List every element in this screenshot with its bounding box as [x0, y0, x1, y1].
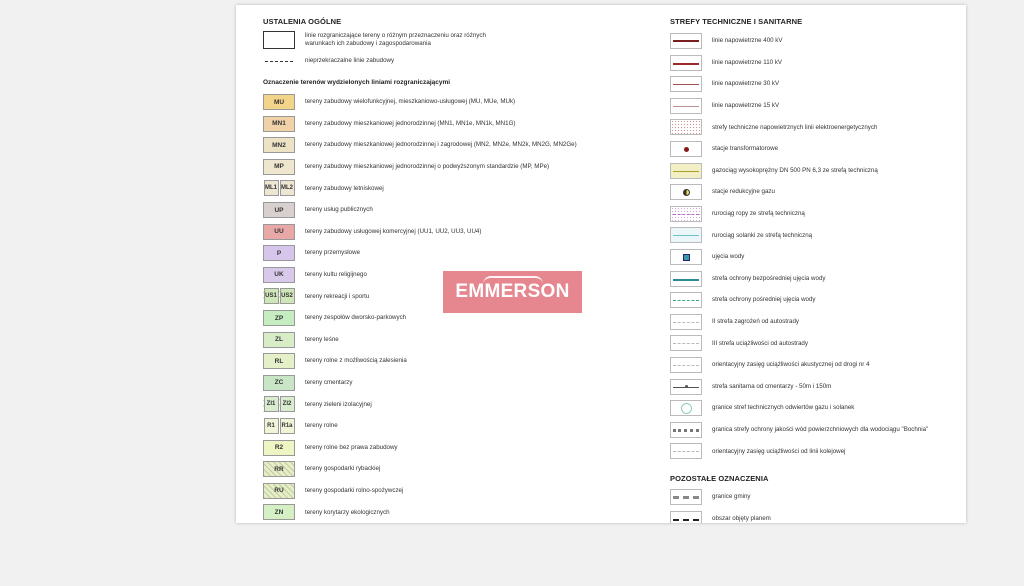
zone-item [263, 202, 373, 218]
tech-item [670, 55, 782, 71]
zone-swatch [263, 310, 295, 326]
tech-item [670, 33, 783, 49]
line-mark [673, 365, 699, 366]
zone-code: UU [274, 228, 284, 236]
line-mark [673, 40, 699, 42]
zone-item [263, 224, 481, 240]
tech-item-label: linie napowietrzne 110 kV [712, 58, 783, 66]
zone-code: ZI1 [264, 396, 279, 412]
tech-item-label: rurociąg ropy ze strefą techniczną [712, 210, 805, 217]
line-mark [673, 300, 699, 301]
dash-mark [265, 61, 293, 62]
gas-station-icon [683, 189, 690, 196]
general-item [263, 31, 515, 49]
zone-swatch [263, 375, 295, 391]
line-mark [673, 496, 699, 499]
tech-item [670, 249, 744, 265]
line-sample [670, 443, 702, 459]
zone-code: ML2 [280, 180, 295, 196]
tech-item-label: gazociąg wysokoprężny DN 500 PN 6,3 ze strefą techniczną [712, 166, 878, 174]
zone-code: RR [274, 465, 284, 473]
line-sample [670, 227, 702, 243]
building-line-sample [263, 55, 295, 67]
line-sample [670, 141, 702, 157]
zone-code: ZC [274, 379, 284, 387]
zone-label: tereny rolne [305, 422, 338, 430]
tech-item-label: strefy techniczne napowietrznych linii elektroenergetycznych [712, 123, 878, 131]
zone-code: US1 [264, 288, 279, 304]
tech-item [670, 98, 779, 114]
general-heading: USTALENIA OGÓLNE [263, 17, 342, 26]
zone-swatch [263, 245, 295, 261]
zone-code: R1a [280, 418, 295, 434]
line-sample [670, 489, 702, 505]
zone-label: tereny zabudowy mieszkaniowej jednorodzinnej i zagrodowej (MN2, MN2e, MN2k, MN2G, MN2Ge) [305, 141, 577, 149]
water-intake-icon [683, 254, 690, 261]
line-sample [670, 249, 702, 265]
tech-item [670, 163, 878, 179]
zone-item [263, 332, 339, 348]
general-item-label: nieprzekraczalne linie zabudowy [305, 57, 395, 65]
zone-item [263, 288, 369, 304]
dot-mark [685, 385, 688, 388]
line-mark [673, 171, 699, 172]
tech-item [670, 443, 845, 459]
zone-item [263, 180, 384, 196]
zones-heading: Oznaczenie terenów wydzielonych liniami rozgraniczającymi [263, 79, 451, 86]
zone-swatch [263, 137, 295, 153]
tech-item [670, 119, 877, 135]
line-sample [670, 400, 702, 416]
tech-item-label: III strefa uciążliwości od autostrady [712, 339, 808, 347]
line-sample [670, 76, 702, 92]
zone-label: tereny kultu religijnego [305, 271, 367, 278]
zone-item [263, 375, 352, 391]
other-item [670, 511, 771, 523]
general-item [263, 55, 394, 67]
zone-label: tereny rolne z możliwością zalesienia [305, 357, 407, 365]
line-mark [673, 451, 699, 452]
line-mark [673, 279, 699, 281]
zone-label: tereny zabudowy wielofunkcyjnej, mieszkaniowo-usługowej (MU, MUe, MUk) [305, 98, 516, 106]
line-sample [670, 163, 702, 179]
line-sample [670, 184, 702, 200]
tech-item-label: strefa ochrony pośredniej ujęcia wody [712, 296, 816, 304]
tech-item-label: II strefa zagrożeń od autostrady [712, 318, 800, 325]
line-sample [670, 271, 702, 287]
tech-item [670, 292, 816, 308]
tech-item [670, 76, 779, 92]
line-mark [673, 63, 699, 65]
zone-code: ZI2 [280, 396, 295, 412]
line-mark [673, 429, 699, 432]
zone-code: ZP [274, 314, 284, 322]
roof-icon [483, 276, 543, 284]
other-item [670, 489, 751, 505]
zone-item [263, 267, 367, 283]
zone-item [263, 504, 390, 520]
tech-item-label: strefa sanitarna od cmentarzy - 50m i 150m [712, 382, 832, 390]
zone-swatch [263, 418, 295, 434]
other-item-label: granice gminy [712, 493, 751, 501]
zone-item [263, 159, 549, 175]
zone-label: tereny zabudowy usługowej komercyjnej (UU1, UU2, UU3, UU4) [305, 227, 482, 235]
line-mark [673, 343, 699, 344]
line-sample [670, 379, 702, 395]
tech-item-label: rurociąg solanki ze strefą techniczną [712, 231, 813, 239]
zone-swatch [263, 461, 295, 477]
line-sample [670, 357, 702, 373]
zone-swatch [263, 504, 295, 520]
line-sample [670, 292, 702, 308]
tech-item [670, 422, 928, 438]
line-mark [673, 322, 699, 323]
zone-item [263, 310, 406, 326]
line-sample [670, 511, 702, 523]
tech-item [670, 227, 812, 243]
zone-label: tereny zabudowy mieszkaniowej jednorodzinnej o podwyższonym standardzie (MP, MPe) [305, 163, 550, 170]
zone-code: P [276, 249, 282, 257]
legend-sheet [236, 5, 966, 523]
zone-code: MN2 [272, 141, 286, 149]
zone-swatch [263, 202, 295, 218]
zone-label: tereny korytarzy ekologicznych [305, 508, 390, 516]
line-mark [673, 235, 699, 236]
zone-item [263, 137, 577, 153]
zone-code: RL [274, 357, 284, 365]
zone-swatch [263, 180, 295, 196]
zone-swatch [263, 353, 295, 369]
tech-item [670, 379, 831, 395]
zone-swatch [263, 94, 295, 110]
tech-item [670, 206, 805, 222]
zone-code: R1 [264, 418, 279, 434]
zone-item [263, 483, 403, 499]
tech-item [670, 335, 808, 351]
line-sample [670, 335, 702, 351]
zone-item [263, 353, 407, 369]
zone-code: ZL [275, 336, 283, 344]
zone-swatch [263, 332, 295, 348]
tech-item-label: strefa ochrony bezpośredniej ujęcia wody [712, 274, 826, 282]
zone-label: tereny zieleni izolacyjnej [305, 400, 372, 408]
watermark-text: EMMERSON [455, 281, 570, 302]
watermark-logo [443, 271, 582, 313]
zone-item [263, 116, 515, 132]
zone-code: ZN [274, 508, 284, 516]
zone-label: tereny leśne [305, 335, 339, 343]
zone-code: MU [273, 98, 285, 106]
zone-swatch [263, 483, 295, 499]
line-sample [670, 206, 702, 222]
line-sample [670, 33, 702, 49]
zone-code: MP [274, 163, 284, 171]
transformer-icon [684, 147, 689, 152]
line-sample [670, 98, 702, 114]
zone-code: UK [274, 271, 284, 279]
zone-code: MN1 [272, 120, 286, 128]
zone-swatch [263, 116, 295, 132]
tech-item [670, 184, 775, 200]
tech-item [670, 400, 854, 416]
zone-swatch [263, 396, 295, 412]
line-mark [673, 519, 699, 521]
zone-swatch [263, 159, 295, 175]
tech-item-label: linie napowietrzne 15 kV [712, 102, 780, 109]
tech-item-label: granice stref technicznych odwiertów gazu i solanek [712, 404, 855, 412]
zone-label: tereny gospodarki rolno-spożywczej [305, 487, 404, 494]
zone-label: tereny zabudowy mieszkaniowej jednorodzinnej (MN1, MN1e, MN1k, MN1G) [305, 119, 516, 127]
line-sample [670, 119, 702, 135]
tech-item [670, 271, 826, 287]
tech-item-label: stacje redukcyjne gazu [712, 188, 775, 196]
zone-item [263, 245, 360, 261]
tech-item-label: linie napowietrzne 30 kV [712, 80, 780, 88]
line-mark [673, 84, 699, 85]
tech-item [670, 141, 778, 157]
zone-label: tereny zespołów dworsko-parkowych [305, 314, 407, 322]
zone-code: ML1 [264, 180, 279, 196]
zone-swatch [263, 267, 295, 283]
tech-heading: STREFY TECHNICZNE I SANITARNE [670, 17, 803, 26]
zone-label: tereny cmentarzy [305, 379, 353, 386]
well-zone-icon [681, 403, 692, 414]
line-sample [670, 55, 702, 71]
zone-item [263, 440, 398, 456]
zone-label: tereny zabudowy letniskowej [305, 184, 384, 192]
tech-item-label: linie napowietrzne 400 kV [712, 37, 783, 45]
zone-label: tereny gospodarki rybackiej [305, 465, 381, 473]
zone-item [263, 461, 380, 477]
zone-code: US2 [280, 288, 295, 304]
zone-code: UP [274, 206, 284, 214]
zone-item [263, 396, 372, 412]
boundary-line-sample [263, 31, 295, 49]
line-sample [670, 422, 702, 438]
zone-label: tereny usług publicznych [305, 206, 373, 214]
line-mark [673, 214, 699, 215]
line-mark [673, 106, 699, 107]
line-sample [670, 314, 702, 330]
zone-swatch [263, 440, 295, 456]
tech-item-label: stacje transformatorowe [712, 145, 779, 153]
tech-item [670, 357, 870, 373]
zone-label: tereny rolne bez prawa zabudowy [305, 443, 398, 451]
zone-label: tereny rekreacji i sportu [305, 292, 370, 300]
zone-item [263, 94, 515, 110]
general-item-label: linie rozgraniczające tereny o różnym przeznaczeniu oraz różnych warunkach ich zabudowy i zagospodarowania [305, 32, 486, 47]
other-item-label: obszar objęty planem [712, 515, 771, 523]
tech-item-label: granica strefy ochrony jakości wód powierzchniowych dla wodociągu "Bochnia" [712, 426, 929, 433]
tech-item-label: ujęcia wody [712, 253, 745, 261]
tech-item-label: orientacyjny zasięg uciążliwości od linii kolejowej [712, 447, 846, 455]
zone-code: R2 [274, 444, 284, 452]
tech-item-label: orientacyjny zasięg uciążliwości akustycznej od drogi nr 4 [712, 361, 870, 369]
zone-swatch [263, 224, 295, 240]
zone-label: tereny przemysłowe [305, 249, 361, 257]
zone-swatch [263, 288, 295, 304]
zone-code: RU [274, 487, 284, 495]
tech-item [670, 314, 799, 330]
other-heading: POZOSTAŁE OZNACZENIA [670, 474, 769, 483]
zone-item [263, 418, 338, 434]
